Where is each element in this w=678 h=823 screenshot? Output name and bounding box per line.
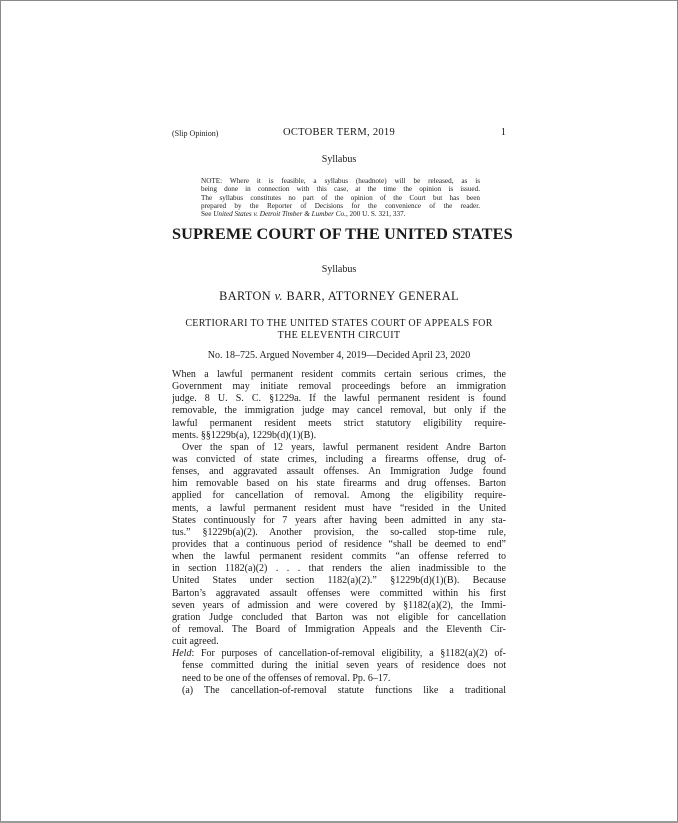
page-number: 1 [500,127,506,138]
body-line: Barton’s aggravated assault offenses were committed within his first [172,587,506,599]
body-line: gration Judge concluded that Barton was not eligible for cancellation [172,611,506,623]
body-line: judge. 8 U. S. C. §1229a. If the lawful permanent resident is found [172,393,506,405]
page-border-top [0,0,678,1]
body-line: lawful permanent resident meets strict statutory eligibility require- [172,417,506,429]
held-label: Held [172,648,192,660]
headnote-notice [201,177,480,218]
body-line: United States under section 1182(a)(2).” §1229b(d)(1)(B). Because [172,575,506,587]
syllabus-body [172,369,506,697]
body-line: Government may initiate removal proceedings before an immigration [172,381,506,393]
running-head [172,127,506,141]
syllabus-heading: Syllabus [321,154,357,165]
body-line: in section 1182(a)(2) . . . that renders the alien inadmissible to the [172,563,506,575]
body-line: seven years of admission and were covered by §1182(a)(2), the Immi- [172,599,506,611]
note-line: NOTE: Where it is feasible, a syllabus (headnote) will be released, as is [201,177,480,185]
body-line: provides that a continuous period of residence “shall be deemed to end” [172,538,506,550]
body-line: cuit agreed. [172,636,219,648]
body-line: of removal. The Board of Immigration Appeals and the Eleventh Cir- [172,623,506,635]
syllabus-subheading: Syllabus [321,264,357,275]
term-label: OCTOBER TERM, 2019 [282,127,396,138]
body-line: fense committed during the initial seven years of residence does not [182,660,506,672]
body-line: tus.” §1229b(a)(2). Another provision, the so-called stop-time rule, [172,526,506,538]
body-line: ments. §§1229b(a), 1229b(d)(1)(B). [172,429,317,441]
court-name: SUPREME COURT OF THE UNITED STATES [172,224,513,243]
certiorari-line: CERTIORARI TO THE UNITED STATES COURT OF APPEALS FOR [185,318,493,329]
held-line [172,648,506,660]
body-line: Over the span of 12 years, lawful permanent resident Andre Barton [182,441,506,453]
note-line: The syllabus constitutes no part of the opinion of the Court but has been [201,193,480,202]
certiorari-line: THE ELEVENTH CIRCUIT [277,330,401,341]
body-line: When a lawful permanent resident commits certain serious crimes, the [172,369,506,380]
body-line: was convicted of state crimes, including a firearms offense, drug of- [172,453,506,465]
docket-line: No. 18–725. Argued November 4, 2019—Decided April 23, 2020 [207,350,471,361]
note-line: prepared by the Reporter of Decisions for the convenience of the reader. [201,201,480,210]
body-line: him removable based on his state firearms and drug offenses. Barton [172,478,506,490]
body-line: when the lawful permanent resident commits “an offense referred to [172,551,506,563]
certiorari-heading [172,318,506,342]
body-line: applied for cancellation of removal. Among the eligibility require- [172,490,506,502]
body-line: (a) The cancellation-of-removal statute functions like a traditional [182,684,506,696]
note-line: See United States v. Detroit Timber & Lumber Co., 200 U. S. 321, 337. [201,210,406,219]
body-line: need to be one of the offenses of removal. Pp. 6–17. [182,672,391,684]
body-line: fenses, and aggravated assault offenses. An Immigration Judge found [172,466,506,478]
held-text: : For purposes of cancellation-of-removal eligibility, a §1182(a)(2) of- [191,648,506,660]
slip-opinion-label: (Slip Opinion) [172,129,219,138]
body-line: ments, a lawful permanent resident must have “resided in the United [172,502,506,514]
page-border-left [0,0,1,823]
body-line: States continuously for 7 years after having been admitted in any sta- [172,514,506,526]
note-line: being done in connection with this case, at the time the opinion is issued. [201,185,480,194]
body-line: removable, the immigration judge may cancel removal, but only if the [172,405,506,417]
case-title: BARTON v. BARR, ATTORNEY GENERAL [219,289,459,303]
